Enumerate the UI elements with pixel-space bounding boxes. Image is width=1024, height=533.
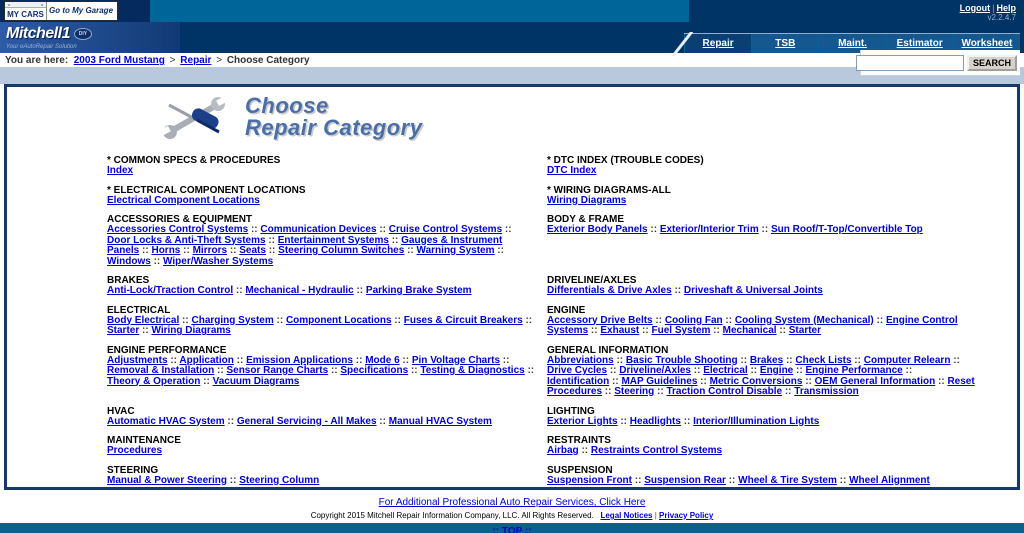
link-separator: ::: [725, 474, 739, 486]
category-link[interactable]: Wheel & Tire System: [738, 474, 837, 486]
category-link[interactable]: Sensor Range Charts: [226, 365, 329, 376]
category-links: [547, 316, 975, 337]
category-links: [547, 446, 975, 457]
category-link[interactable]: Fuses & Circuit Breakers: [403, 314, 523, 326]
link-separator: ::: [328, 365, 341, 376]
category-link[interactable]: Suspension Front: [547, 474, 632, 486]
tab-maint-[interactable]: Maint.: [819, 34, 885, 53]
link-separator: ::: [522, 314, 533, 326]
breadcrumb-separator: >: [216, 55, 223, 66]
category-section: [547, 435, 987, 457]
category-link[interactable]: Mechanical: [722, 325, 777, 336]
link-separator: ::: [836, 474, 850, 486]
crossed-tools-icon: [157, 95, 231, 141]
link-separator: ::: [632, 474, 645, 486]
category-link[interactable]: Steering: [614, 386, 655, 397]
category-heading: STEERING: [107, 464, 159, 476]
category-heading: ELECTRICAL: [107, 304, 171, 316]
category-links: [107, 286, 535, 297]
category-link[interactable]: Adjustments: [107, 354, 168, 366]
breadcrumb-repair-link[interactable]: Repair: [180, 55, 212, 66]
category-link[interactable]: Engine: [759, 365, 794, 376]
page-header: [0, 0, 1024, 53]
link-separator: ::: [588, 325, 601, 336]
category-link[interactable]: Interior/Illumination Lights: [693, 415, 820, 427]
legal-notices-link[interactable]: Legal Notices: [600, 511, 653, 520]
header-top-bar: [0, 0, 1024, 22]
category-link[interactable]: Theory & Operation: [107, 375, 201, 387]
category-link[interactable]: Anti-Lock/Traction Control: [107, 285, 234, 296]
link-separator: ::: [935, 375, 948, 387]
tab-bar-slash-decoration: [670, 32, 696, 56]
link-separator: ::: [722, 314, 735, 326]
link-separator: ::: [737, 354, 750, 366]
category-link[interactable]: Engine Control Systems: [547, 314, 958, 336]
breadcrumb-prefix: You are here:: [5, 55, 69, 66]
main-content-box: [4, 84, 1020, 490]
category-section: [547, 155, 987, 177]
link-separator: ::: [408, 365, 421, 376]
category-section: [107, 406, 547, 428]
category-link[interactable]: Basic Trouble Shooting: [625, 354, 738, 366]
category-links: [107, 196, 535, 207]
tab-worksheet[interactable]: Worksheet: [954, 34, 1020, 53]
category-links: [547, 225, 975, 236]
category-section: [547, 305, 987, 337]
link-separator: ::: [639, 325, 652, 336]
category-link[interactable]: Starter: [788, 325, 822, 336]
category-heading: * COMMON SPECS & PROCEDURES: [107, 155, 281, 166]
category-link[interactable]: Transmission: [794, 386, 859, 397]
link-separator: ::: [233, 285, 246, 296]
link-separator: ::: [265, 245, 279, 256]
category-heading: ACCESSORIES & EQUIPMENT: [107, 214, 253, 225]
category-link[interactable]: Brakes: [749, 354, 784, 366]
mitchell1-logo: Mitchell1: [6, 25, 70, 42]
link-separator: ::: [404, 245, 417, 256]
category-links: [107, 476, 535, 487]
link-separator: ::: [671, 285, 684, 296]
category-link[interactable]: Sun Roof/T-Top/Convertible Top: [770, 224, 923, 235]
link-separator: ::: [352, 354, 366, 366]
link-separator: ::: [227, 474, 240, 486]
category-section: [547, 406, 987, 428]
link-separator: ::: [950, 354, 960, 366]
link-separator: ::: [578, 445, 591, 456]
category-link[interactable]: Component Locations: [285, 314, 392, 326]
category-link[interactable]: Exterior Body Panels: [547, 224, 648, 235]
category-link[interactable]: Check Lists: [795, 354, 852, 366]
category-section: [107, 275, 547, 297]
category-link[interactable]: Door Locks & Anti-Theft Systems: [107, 234, 266, 246]
category-link[interactable]: Engine Performance: [805, 365, 903, 376]
category-heading: * ELECTRICAL COMPONENT LOCATIONS: [107, 184, 306, 196]
category-link[interactable]: Abbreviations: [547, 354, 614, 366]
category-heading: LIGHTING: [547, 405, 595, 417]
link-separator: ::: [697, 375, 710, 387]
search-panel: [860, 50, 1020, 76]
license-plate-icon: [5, 2, 47, 20]
my-garage-button[interactable]: [4, 1, 118, 21]
logout-link[interactable]: Logout: [959, 3, 991, 13]
session-links: Logout | Help: [959, 3, 1016, 13]
category-link[interactable]: Electrical Component Locations: [107, 194, 260, 206]
category-link[interactable]: Removal & Installation: [107, 365, 215, 376]
category-link[interactable]: Metric Conversions: [709, 375, 803, 387]
link-separator: ::: [607, 365, 620, 376]
page-title-block: [157, 95, 1017, 143]
link-separator: ::: [747, 365, 760, 376]
link-separator: ::: [710, 325, 723, 336]
category-links: [107, 356, 535, 388]
category-row: [107, 345, 987, 398]
link-separator: ::: [214, 365, 227, 376]
category-link[interactable]: Specifications: [340, 365, 409, 376]
category-link[interactable]: Automatic HVAC System: [107, 415, 225, 427]
brand-logo-block[interactable]: [0, 22, 180, 53]
category-link[interactable]: Manual HVAC System: [388, 415, 492, 427]
category-links: [107, 446, 535, 457]
category-row: [107, 214, 987, 267]
version-label: v2.2.4.7: [987, 13, 1016, 22]
category-link[interactable]: Steering Column: [239, 474, 320, 486]
link-separator: ::: [793, 365, 806, 376]
category-heading: MAINTENANCE: [107, 435, 181, 446]
category-link[interactable]: Steering Column Switches: [278, 245, 405, 256]
category-link[interactable]: Headlights: [629, 415, 681, 427]
link-separator: ::: [524, 365, 535, 376]
category-section: [107, 155, 547, 177]
category-heading: DRIVELINE/AXLES: [547, 275, 637, 286]
breadcrumb-current: Choose Category: [226, 55, 310, 66]
category-link[interactable]: Electrical: [703, 365, 748, 376]
category-link[interactable]: Emission Applications: [246, 354, 353, 366]
category-link[interactable]: Charging System: [191, 314, 274, 326]
category-links: [547, 417, 975, 428]
category-link[interactable]: Cooling System (Mechanical): [734, 314, 874, 326]
category-links: [547, 196, 975, 207]
copyright-text: Copyright 2015 Mitchell Repair Information Company, LLC. All Rights Reserved.: [310, 511, 594, 520]
category-links: [107, 166, 535, 177]
category-link[interactable]: Accessory Drive Belts: [547, 314, 653, 326]
category-link[interactable]: Index: [107, 165, 134, 176]
category-section: [107, 465, 547, 487]
category-link[interactable]: Horns: [151, 245, 181, 256]
category-link[interactable]: Mode 6: [365, 354, 400, 366]
tab-estimator[interactable]: Estimator: [887, 34, 953, 53]
category-links: [107, 417, 535, 428]
link-separator: ::: [167, 354, 180, 366]
category-link[interactable]: Drive Cycles: [547, 365, 608, 376]
link-separator: ::: [502, 224, 512, 235]
privacy-policy-link[interactable]: Privacy Policy: [659, 511, 714, 520]
category-section: [547, 214, 987, 267]
header-right-block: [689, 0, 1024, 22]
link-separator: ::: [376, 415, 389, 427]
page-title: Choose Repair Category: [245, 93, 423, 140]
tab-repair[interactable]: Repair: [685, 34, 751, 53]
category-heading: BRAKES: [107, 275, 150, 286]
link-separator: ::: [273, 314, 286, 326]
category-link[interactable]: General Servicing - All Makes: [236, 415, 377, 427]
logo-diy-badge: DIY: [74, 28, 92, 40]
logo-tagline: Your eAutoRepair Solution: [6, 44, 77, 50]
page-footer: For Additional Professional Auto Repair Services, Click Here Copyright 2015 Mitchell Repair Information Company, LLC. All Rights Reserved. Legal Notices | Privacy Policy :: TOP ::: [0, 490, 1024, 523]
category-section: [107, 185, 547, 207]
category-link[interactable]: Restraints Control Systems: [590, 445, 723, 456]
link-separator: ::: [609, 375, 622, 387]
category-row: [107, 185, 987, 207]
category-link[interactable]: Exhaust: [600, 325, 640, 336]
category-row: [107, 435, 987, 457]
category-links: [547, 286, 975, 297]
link-separator: ::: [391, 314, 404, 326]
link-separator: ::: [783, 354, 796, 366]
link-separator: ::: [680, 415, 694, 427]
category-link[interactable]: MAP Guidelines: [621, 375, 698, 387]
category-link[interactable]: Differentials & Drive Axles: [547, 285, 672, 296]
category-link[interactable]: Vacuum Diagrams: [212, 375, 300, 387]
category-section: [547, 345, 987, 398]
link-separator: ::: [654, 386, 667, 397]
category-heading: GENERAL INFORMATION: [547, 344, 669, 356]
category-row: [107, 406, 987, 428]
category-link[interactable]: Testing & Diagnostics: [420, 365, 525, 376]
link-separator: ::: [873, 314, 886, 326]
category-section: [107, 305, 547, 337]
category-row: [107, 465, 987, 487]
category-link[interactable]: Wiring Diagrams: [547, 194, 627, 206]
link-separator: ::: [613, 354, 626, 366]
category-link[interactable]: Traction Control Disable: [666, 386, 783, 397]
category-heading: ENGINE PERFORMANCE: [107, 344, 227, 356]
category-link[interactable]: Airbag: [547, 445, 579, 456]
category-heading: RESTRAINTS: [547, 435, 611, 446]
link-separator: ::: [376, 224, 389, 235]
category-link[interactable]: Exterior Lights: [547, 415, 618, 427]
link-separator: ::: [150, 255, 164, 267]
link-separator: ::: [802, 375, 815, 387]
breadcrumb-separator: >: [169, 55, 176, 66]
category-link[interactable]: Parking Brake System: [365, 285, 472, 296]
link-separator: ::: [500, 354, 510, 366]
link-separator: ::: [851, 354, 864, 366]
link-separator: ::: [227, 245, 240, 256]
link-separator: ::: [265, 234, 278, 246]
category-section: [547, 275, 987, 297]
link-separator: ::: [224, 415, 237, 427]
category-section: [107, 214, 547, 267]
category-link[interactable]: Warning System: [416, 245, 495, 256]
category-link[interactable]: Pin Voltage Charts: [411, 354, 501, 366]
category-link[interactable]: Driveshaft & Universal Joints: [683, 285, 823, 296]
category-links: [107, 225, 535, 267]
category-list: [107, 155, 987, 490]
category-section: [107, 345, 547, 398]
link-separator: ::: [690, 365, 704, 376]
category-links: [107, 316, 535, 337]
category-link[interactable]: Gauges & Instrument Panels: [107, 234, 503, 256]
tab-tsb[interactable]: TSB: [752, 34, 818, 53]
category-row: [107, 155, 987, 177]
link-separator: ::: [248, 224, 261, 235]
link-separator: ::: [776, 325, 789, 336]
search-button[interactable]: SEARCH: [967, 55, 1017, 71]
category-link[interactable]: Seats: [239, 245, 266, 256]
category-link[interactable]: Starter: [107, 325, 140, 336]
link-separator: ::: [139, 245, 152, 256]
link-separator: ::: [388, 234, 402, 246]
header-steel-band: [150, 0, 689, 22]
category-section: [547, 185, 987, 207]
category-heading: SUSPENSION: [547, 464, 613, 476]
category-heading: ENGINE: [547, 304, 586, 316]
category-link[interactable]: Driveline/Axles: [619, 365, 691, 376]
category-link[interactable]: Application: [179, 354, 234, 366]
link-separator: ::: [399, 354, 412, 366]
category-link[interactable]: Exterior/Interior Trim: [659, 224, 759, 235]
category-links: [547, 356, 975, 398]
category-link[interactable]: Reset Procedures: [547, 375, 975, 397]
category-link[interactable]: Accessories Control Systems: [107, 224, 249, 235]
link-separator: ::: [353, 285, 366, 296]
link-separator: ::: [139, 325, 152, 336]
breadcrumb-vehicle-link[interactable]: 2003 Ford Mustang: [73, 55, 165, 66]
link-separator: ::: [233, 354, 247, 366]
link-separator: ::: [602, 386, 615, 397]
category-link[interactable]: Body Electrical: [107, 314, 180, 326]
category-link[interactable]: Computer Relearn: [863, 354, 951, 366]
back-to-top-link[interactable]: :: TOP ::: [492, 526, 532, 533]
category-link[interactable]: Manual & Power Steering: [107, 474, 228, 486]
category-link[interactable]: Identification: [547, 375, 610, 387]
header-bottom-bar: [0, 22, 1024, 53]
additional-services-link[interactable]: For Additional Professional Auto Repair Services, Click Here: [378, 497, 646, 508]
category-links: [547, 476, 975, 487]
category-links: [547, 166, 975, 177]
category-link[interactable]: DTC Index: [547, 165, 597, 176]
category-link[interactable]: Wiring Diagrams: [151, 325, 231, 336]
link-separator: ::: [180, 245, 193, 256]
category-row: [107, 275, 987, 297]
help-link[interactable]: Help: [996, 3, 1016, 13]
link-separator: ::: [782, 386, 795, 397]
category-link[interactable]: Cooling Fan: [664, 314, 723, 326]
category-heading: * WIRING DIAGRAMS-ALL: [547, 184, 671, 196]
link-separator: ::: [494, 245, 504, 256]
garage-button-label: Go to My Garage: [49, 6, 114, 15]
category-link[interactable]: Wheel Alignment: [849, 474, 930, 486]
link-separator: ::: [652, 314, 665, 326]
link-separator: ::: [617, 415, 630, 427]
link-separator: ::: [902, 365, 913, 376]
link-separator: ::: [179, 314, 192, 326]
category-section: [547, 465, 987, 487]
category-link[interactable]: Suspension Rear: [644, 474, 726, 486]
category-heading: BODY & FRAME: [547, 214, 625, 225]
category-link[interactable]: Mechanical - Hydraulic: [245, 285, 354, 296]
link-separator: ::: [200, 375, 213, 387]
category-heading: * DTC INDEX (TROUBLE CODES): [547, 155, 704, 166]
plate-text: MY CARS: [7, 9, 44, 19]
category-link[interactable]: Mirrors: [192, 245, 228, 256]
category-link[interactable]: OEM General Information: [814, 375, 936, 387]
category-row: [107, 305, 987, 337]
category-link[interactable]: Communication Devices: [260, 224, 377, 235]
category-heading: HVAC: [107, 405, 135, 417]
category-link[interactable]: Cruise Control Systems: [388, 224, 503, 235]
header-left-block: [0, 0, 150, 22]
search-input[interactable]: [856, 55, 964, 71]
category-link[interactable]: Wiper/Washer Systems: [163, 255, 274, 267]
category-link[interactable]: Entertainment Systems: [277, 234, 389, 246]
category-section: [107, 435, 547, 457]
link-separator: ::: [647, 224, 660, 235]
category-link[interactable]: Procedures: [107, 445, 163, 456]
link-separator: ::: [758, 224, 771, 235]
category-link[interactable]: Fuel System: [651, 325, 711, 336]
category-link[interactable]: Windows: [107, 255, 151, 267]
